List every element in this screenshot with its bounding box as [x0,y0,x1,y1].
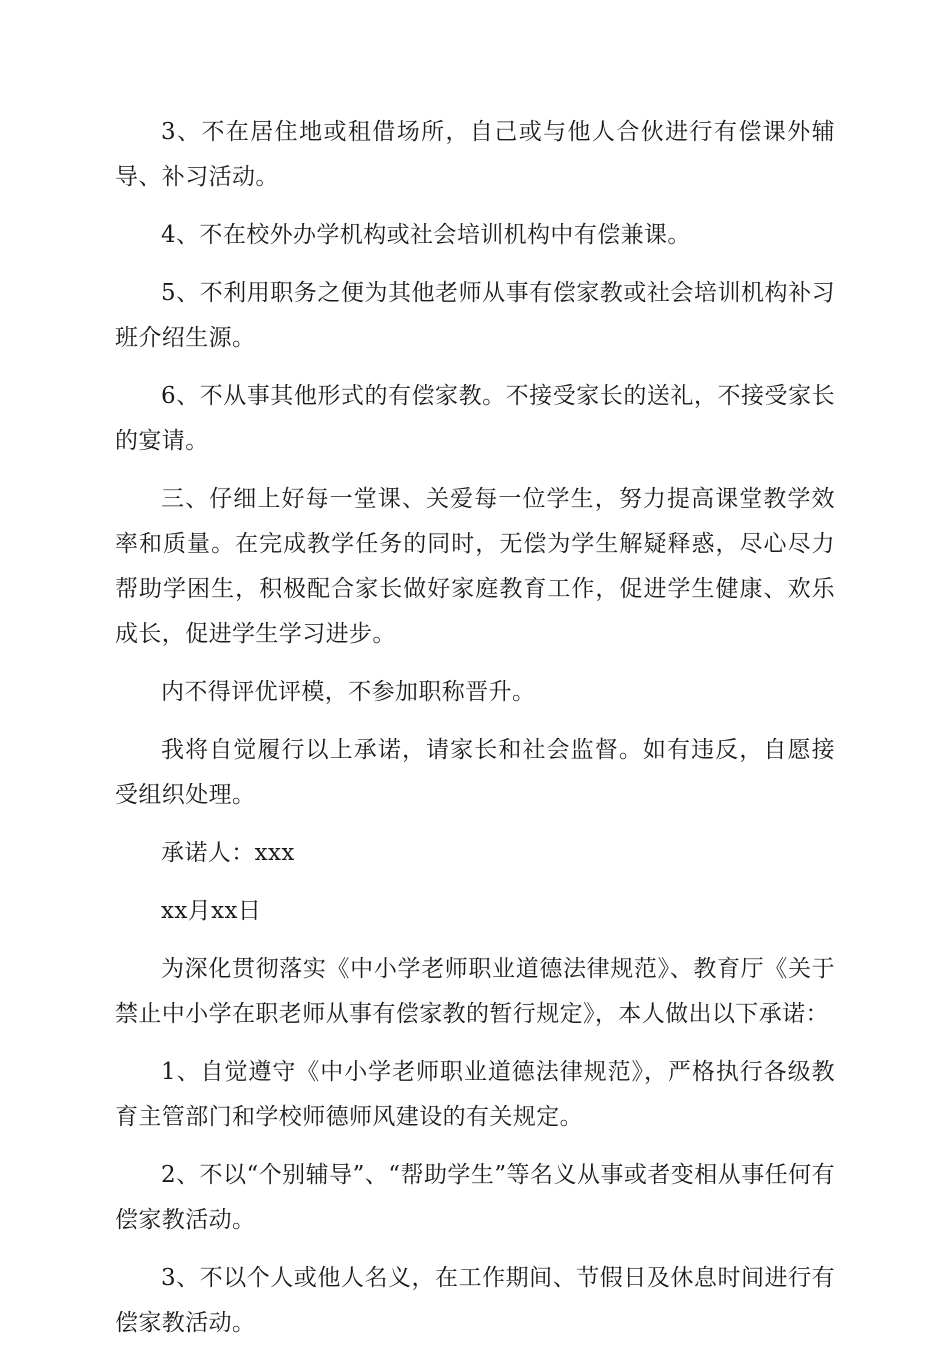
paragraph-pledge-statement: 我将自觉履行以上承诺，请家长和社会监督。如有违反，自愿接受组织处理。 [115,737,835,808]
paragraph-item-3-tutoring: 3、不在居住地或租借场所，自己或与他人合伙进行有偿课外辅导、补习活动。 [115,119,835,190]
paragraph-item-1-code: 1、自觉遵守《中小学老师职业道德法律规范》，严格执行各级教育主管部门和学校师德师风建设的有关规定。 [115,1059,835,1130]
paragraph-item-6-gifts: 6、不从事其他形式的有偿家教。不接受家长的送礼，不接受家长的宴请。 [115,383,835,454]
paragraph-item-5-referral: 5、不利用职务之便为其他老师从事有偿家教或社会培训机构补习班介绍生源。 [115,280,835,351]
date-line: xx月xx日 [161,898,262,924]
document-body [115,110,835,1359]
paragraph-section-three: 三、仔细上好每一堂课、关爱每一位学生，努力提高课堂教学效率和质量。在完成教学任务的同时，无偿为学生解疑释惑，尽心尽力帮助学困生，积极配合家长做好家庭教育工作，促进学生健康、欢乐成长，促进学生学习进步。 [115,486,835,647]
paragraph-item-4-part-time: 4、不在校外办学机构或社会培训机构中有偿兼课。 [161,222,691,248]
paragraph-item-3-personal: 3、不以个人或他人名义，在工作期间、节假日及休息时间进行有偿家教活动。 [115,1265,835,1336]
paragraph-item-2-no-paid: 2、不以“个别辅导”、“帮助学生”等名义从事或者变相从事任何有偿家教活动。 [115,1162,835,1233]
paragraph-intro: 为深化贯彻落实《中小学老师职业道德法律规范》、教育厅《关于禁止中小学在职老师从事有偿家教的暂行规定》，本人做出以下承诺： [115,956,835,1027]
signatory-line: 承诺人：xxx [161,840,295,866]
paragraph-penalty: 内不得评优评模，不参加职称晋升。 [161,679,536,705]
